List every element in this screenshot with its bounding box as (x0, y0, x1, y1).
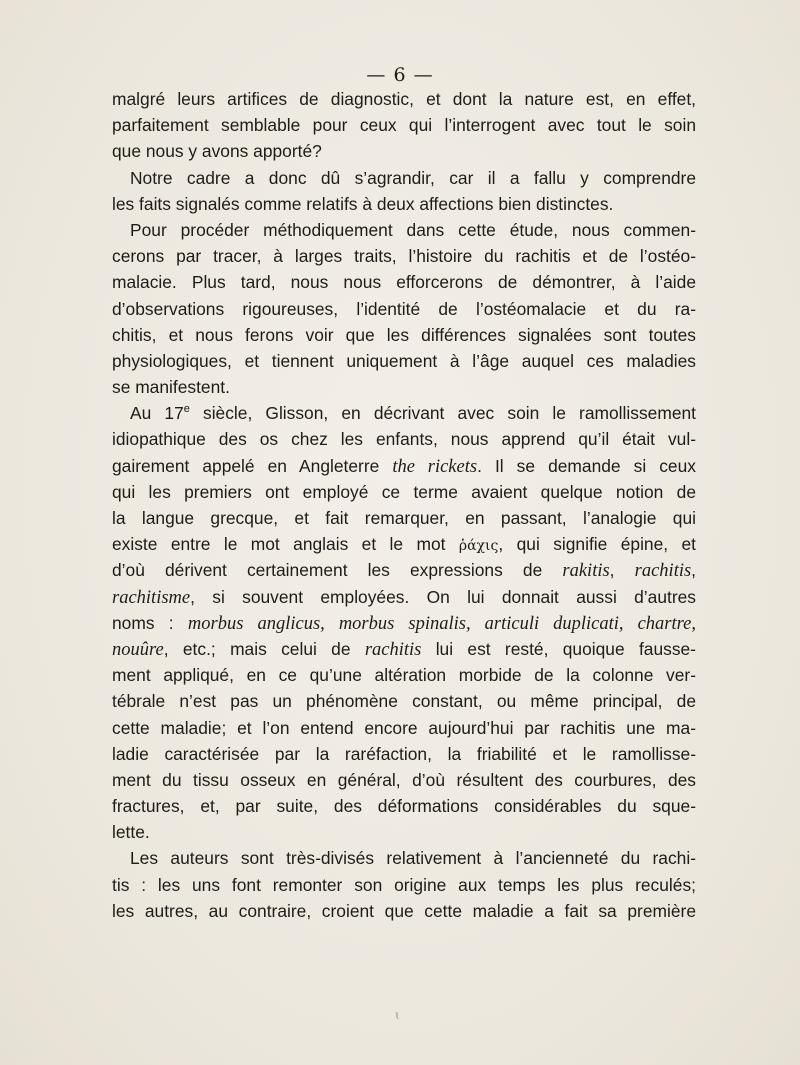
text-line (112, 269, 696, 295)
text-segment: e (183, 403, 190, 416)
text-line (112, 296, 696, 322)
text-segment: , etc.; mais celui de (163, 638, 365, 659)
text-segment: lette. (112, 822, 150, 843)
text-line (112, 191, 696, 217)
text-line (112, 610, 696, 636)
text-line (112, 138, 696, 164)
text-segment: lui est resté, quoique fausse- (421, 638, 696, 659)
text-segment: noms : (112, 612, 188, 633)
text-segment: d’observations rigoureuses, l’identité de l’ostéomalacie et du ra- (112, 298, 696, 319)
text-segment: Notre cadre a donc dû s’agrandir, car il a fallu y comprendre (130, 167, 696, 188)
text-segment: les autres, au contraire, croient que cette maladie a fait sa première (112, 900, 696, 921)
text-segment: , qui signifie épine, et (498, 534, 697, 555)
text-segment: rachitisme (112, 587, 191, 608)
text-line (112, 374, 696, 400)
text-line (112, 662, 696, 688)
text-segment: physiologiques, et tiennent uniquement à l’âge auquel ces maladies (112, 350, 696, 371)
text-line (112, 584, 696, 610)
text-segment: cette maladie; et l’on entend encore aujourd’hui par rachitis une ma- (112, 717, 696, 738)
text-line (112, 767, 696, 793)
text-line (112, 426, 696, 452)
page-number: — 6 — (366, 64, 434, 86)
text-segment: gairement appelé en Angleterre (112, 455, 393, 476)
text-segment: les faits signalés comme relatifs à deux affections bien distinctes. (112, 193, 614, 214)
text-segment: Pour procéder méthodiquement dans cette étude, nous commen- (130, 219, 696, 240)
text-segment: ladie caractérisée par la raréfaction, la friabilité et le ramollisse- (112, 743, 696, 764)
text-segment: malgré leurs artifices de diagnostic, et dont la nature est, en effet, (112, 89, 696, 109)
text-segment: existe entre le mot anglais et le mot (112, 534, 459, 555)
text-line (112, 243, 696, 269)
text-segment: ment du tissu osseux en général, d’où résultent des courbures, des (112, 769, 696, 790)
text-line (112, 86, 696, 112)
text-line (112, 531, 696, 557)
text-line (112, 348, 696, 374)
text-segment: Au 17 (130, 403, 184, 424)
text-segment: se manifestent. (112, 377, 230, 398)
text-segment: , (691, 560, 697, 581)
text-line (112, 741, 696, 767)
text-line (112, 636, 696, 662)
text-segment: la langue grecque, et fait remarquer, en passant, l’analogie qui (112, 508, 696, 528)
text-line (112, 898, 696, 924)
text-segment: Les auteurs sont très-divisés relativement à l’ancienneté du rachi- (130, 848, 696, 869)
text-segment: tébrale n’est pas un phénomène constant, ou même principal, de (112, 691, 696, 712)
text-line (112, 819, 696, 845)
text-segment: , si souvent employées. On lui donnait aussi d’autres (190, 586, 696, 607)
text-line (112, 505, 696, 531)
text-segment: nouûre (112, 639, 164, 660)
footer-mark: ɩ (395, 1008, 400, 1022)
text-segment: , (609, 560, 635, 581)
text-segment: fractures, et, par suite, des déformations considérables du sque- (112, 796, 696, 817)
text-line (112, 217, 696, 243)
text-segment: rakitis (562, 561, 610, 582)
text-segment: ῥάχις (458, 538, 499, 555)
text-line (112, 715, 696, 741)
text-segment: cerons par tracer, à larges traits, l’histoire du rachitis et de l’ostéo- (112, 246, 696, 267)
text-segment: siècle, Glisson, en décrivant avec soin le ramollissement (189, 403, 696, 424)
text-segment: parfaitement semblable pour ceux qui l’interrogent avec tout le soin (112, 115, 696, 136)
text-segment: rachitis (364, 639, 422, 660)
text-segment: d’où dérivent certainement les expressions de (112, 560, 563, 581)
text-line (112, 793, 696, 819)
text-segment: que nous y avons apporté? (112, 141, 322, 162)
text-segment: qui les premiers ont employé ce terme avaient quelque notion de (112, 481, 696, 502)
text-line (112, 453, 696, 479)
text-line (112, 557, 696, 583)
text-segment: the rickets (392, 456, 478, 477)
text-line (112, 165, 696, 191)
text-line (112, 688, 696, 714)
text-segment: malacie. Plus tard, nous nous efforcerons de démontrer, à l’aide (112, 272, 696, 293)
text-line (112, 112, 696, 138)
text-segment: chitis, et nous ferons voir que les différences signalées sont toutes (112, 324, 696, 345)
text-line (112, 845, 696, 871)
text-line (112, 322, 696, 348)
text-segment: ment appliqué, en ce qu’une altération morbide de la colonne ver- (112, 665, 696, 686)
text-segment: . Il se demande si ceux (477, 455, 696, 476)
text-line (112, 400, 696, 426)
text-segment: morbus anglicus, morbus spinalis, articuli duplicati, chartre, (187, 613, 696, 634)
text-segment: idiopathique des os chez les enfants, nous apprend qu’il était vul- (112, 429, 696, 450)
body-text (112, 86, 696, 924)
text-segment: tis : les uns font remonter son origine aux temps les plus reculés; (112, 874, 696, 895)
text-line (112, 479, 696, 505)
text-line (112, 872, 696, 898)
text-segment: rachitis (634, 561, 692, 582)
